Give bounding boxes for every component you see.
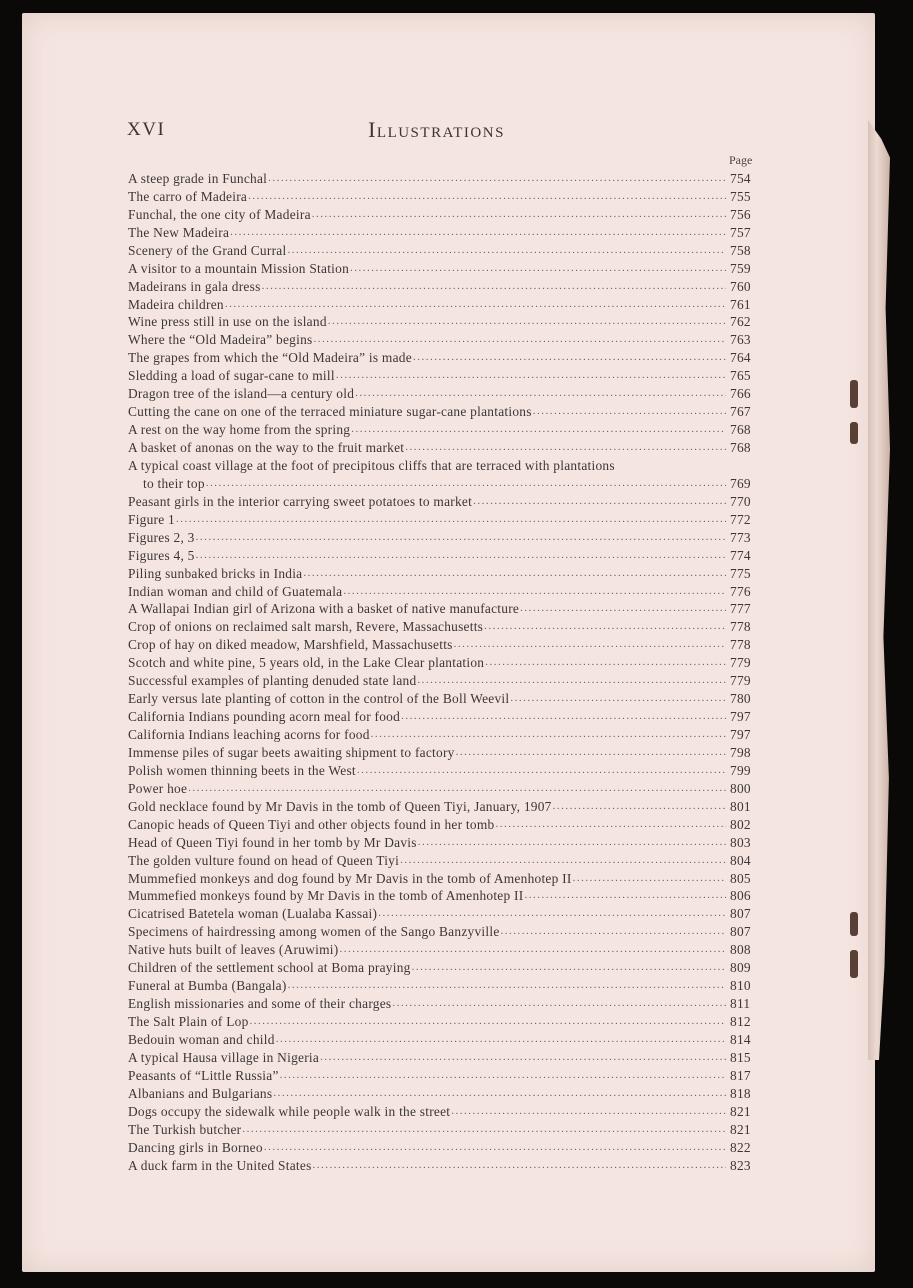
- list-item: [128, 1139, 758, 1157]
- list-item: [128, 834, 758, 852]
- dot-leader: [413, 349, 726, 367]
- entry-title: A typical coast village at the foot of precipitous cliffs that are terraced with plantations: [128, 457, 615, 473]
- dot-leader: [196, 529, 726, 547]
- entry-page-number: 764: [730, 350, 751, 366]
- dot-leader: [533, 403, 726, 421]
- entry-page-number: 822: [730, 1139, 751, 1155]
- entry-page-number: 769: [730, 475, 751, 491]
- entry-title: Where the “Old Madeira” begins: [128, 332, 313, 348]
- entry-title: Bedouin woman and child: [128, 1031, 275, 1047]
- page-folio: XVI: [127, 119, 166, 140]
- list-item: [128, 618, 758, 636]
- entry-title: California Indians leaching acorns for food: [128, 727, 370, 743]
- entry-title: English missionaries and some of their charges: [128, 996, 392, 1012]
- list-item: [128, 170, 758, 188]
- list-item: [128, 242, 758, 260]
- dot-leader: [520, 601, 726, 619]
- list-item: [128, 1049, 758, 1067]
- entry-title: Gold necklace found by Mr Davis in the tomb of Queen Tiyi, January, 1907: [128, 798, 552, 814]
- dot-leader: [355, 385, 726, 403]
- entry-page-number: 777: [730, 601, 751, 617]
- list-item: [128, 421, 758, 439]
- entry-page-number: 799: [730, 762, 751, 778]
- entry-page-number: 803: [730, 834, 751, 850]
- entry-title: Specimens of hairdressing among women of the Sango Banzyville: [128, 924, 500, 940]
- entry-page-number: 812: [730, 1014, 751, 1030]
- entry-title: Figures 2, 3: [128, 529, 195, 545]
- dot-leader: [313, 331, 726, 349]
- dot-leader: [303, 565, 726, 583]
- dot-leader: [473, 493, 726, 511]
- entry-page-number: 814: [730, 1031, 751, 1047]
- dot-leader: [312, 206, 726, 224]
- entry-page-number: 761: [730, 296, 751, 312]
- entry-page-number: 800: [730, 780, 751, 796]
- entry-page-number: 765: [730, 368, 751, 384]
- entry-page-number: 801: [730, 798, 751, 814]
- dot-leader: [418, 834, 726, 852]
- entry-page-number: 758: [730, 242, 751, 258]
- illustrations-list: [128, 170, 758, 1175]
- dot-leader: [280, 1067, 726, 1085]
- entry-title: California Indians pounding acorn meal for food: [128, 709, 401, 725]
- entry-title: Crop of hay on diked meadow, Marshfield, Massachusetts: [128, 637, 453, 653]
- list-item: [128, 188, 758, 206]
- dot-leader: [456, 744, 726, 762]
- entry-page-number: 821: [730, 1103, 751, 1119]
- dot-leader: [339, 941, 726, 959]
- entry-title: Successful examples of planting denuded state land: [128, 673, 417, 689]
- list-item: [128, 385, 758, 403]
- entry-page-number: 806: [730, 888, 751, 904]
- entry-page-number: 770: [730, 493, 751, 509]
- list-item: [128, 762, 758, 780]
- entry-title: Funchal, the one city of Madeira: [128, 206, 311, 222]
- list-item: [128, 403, 758, 421]
- list-item: [128, 511, 758, 529]
- list-item: [128, 1013, 758, 1031]
- entry-page-number: 808: [730, 942, 751, 958]
- list-item: [128, 708, 758, 726]
- entry-page-number: 778: [730, 619, 751, 635]
- list-item: [128, 977, 758, 995]
- dot-leader: [485, 654, 726, 672]
- dot-leader: [501, 923, 726, 941]
- dot-leader: [412, 959, 726, 977]
- entry-title: Crop of onions on reclaimed salt marsh, Revere, Massachusetts: [128, 619, 484, 635]
- dot-leader: [378, 905, 726, 923]
- entry-title: Mummefied monkeys found by Mr Davis in the tomb of Amenhotep II: [128, 888, 524, 904]
- entry-page-number: 774: [730, 547, 751, 563]
- entry-page-number: 817: [730, 1067, 751, 1083]
- list-item: [128, 1067, 758, 1085]
- entry-title: Albanians and Bulgarians: [128, 1085, 273, 1101]
- entry-title: Figures 4, 5: [128, 547, 195, 563]
- dot-leader: [392, 995, 726, 1013]
- dot-leader: [320, 1049, 726, 1067]
- entry-page-number: 779: [730, 655, 751, 671]
- dot-leader: [176, 511, 726, 529]
- list-item: [128, 349, 758, 367]
- list-item: [128, 852, 758, 870]
- dot-leader: [248, 188, 726, 206]
- entry-title: Figure 1: [128, 511, 176, 527]
- list-item: [128, 1031, 758, 1049]
- dot-leader: [230, 224, 726, 242]
- dot-leader: [351, 421, 726, 439]
- list-item: [128, 547, 758, 565]
- entry-title: Dogs occupy the sidewalk while people walk in the street: [128, 1103, 451, 1119]
- entry-page-number: 779: [730, 673, 751, 689]
- list-item: [128, 583, 758, 601]
- entry-title: Wine press still in use on the island: [128, 314, 327, 330]
- list-item: [128, 331, 758, 349]
- list-item: [128, 1085, 758, 1103]
- list-item: [128, 744, 758, 762]
- entry-title: A duck farm in the United States: [128, 1157, 312, 1173]
- dot-leader: [225, 296, 726, 314]
- dot-leader: [196, 547, 726, 565]
- entry-page-number: 778: [730, 637, 751, 653]
- entry-title: Native huts built of leaves (Aruwimi): [128, 942, 339, 958]
- entry-page-number: 772: [730, 511, 751, 527]
- entry-page-number: 810: [730, 978, 751, 994]
- entry-title: Madeirans in gala dress: [128, 278, 261, 294]
- entry-title: Cicatrised Batetela woman (Lualaba Kassai): [128, 906, 378, 922]
- entry-title: Power hoe: [128, 780, 188, 796]
- entry-title: Funeral at Bumba (Bangala): [128, 978, 287, 994]
- entry-page-number: 759: [730, 260, 751, 276]
- entry-title: Piling sunbaked bricks in India: [128, 565, 303, 581]
- entry-title: Scotch and white pine, 5 years old, in the Lake Clear plantation: [128, 655, 485, 671]
- dot-leader: [510, 690, 726, 708]
- page-tear-mark: [850, 950, 858, 978]
- list-item: [128, 959, 758, 977]
- dot-leader: [250, 1013, 726, 1031]
- entry-title: A rest on the way home from the spring: [128, 422, 351, 438]
- list-item: [128, 260, 758, 278]
- list-item: [128, 1121, 758, 1139]
- entry-title: The carro of Madeira: [128, 188, 248, 204]
- entry-page-number: 818: [730, 1085, 751, 1101]
- list-item: [128, 870, 758, 888]
- entry-page-number: 797: [730, 727, 751, 743]
- entry-page-number: 805: [730, 870, 751, 886]
- entry-page-number: 798: [730, 744, 751, 760]
- dot-leader: [188, 780, 726, 798]
- entry-page-number: 768: [730, 422, 751, 438]
- entry-title: A Wallapai Indian girl of Arizona with a basket of native manufacture: [128, 601, 520, 617]
- entry-title: Head of Queen Tiyi found in her tomb by Mr Davis: [128, 834, 417, 850]
- list-item: [128, 905, 758, 923]
- dot-leader: [328, 314, 726, 332]
- entry-title: Madeira children: [128, 296, 224, 312]
- dot-leader: [401, 708, 726, 726]
- dot-leader: [336, 367, 726, 385]
- entry-page-number: 815: [730, 1049, 751, 1065]
- dot-leader: [405, 439, 726, 457]
- page-tear-mark: [850, 380, 858, 408]
- entry-page-number: 776: [730, 583, 751, 599]
- dot-leader: [451, 1103, 726, 1121]
- dot-leader: [400, 852, 726, 870]
- entry-title: Peasant girls in the interior carrying sweet potatoes to market: [128, 493, 473, 509]
- entry-title: Cutting the cane on one of the terraced miniature sugar-cane plantations: [128, 404, 532, 420]
- entry-title: Polish women thinning beets in the West: [128, 762, 356, 778]
- entry-page-number: 811: [730, 996, 751, 1012]
- dot-leader: [495, 816, 726, 834]
- entry-page-number: 775: [730, 565, 751, 581]
- entry-page-number: 754: [730, 170, 751, 186]
- entry-page-number: 768: [730, 440, 751, 456]
- entry-page-number: 757: [730, 224, 751, 240]
- list-item: [128, 439, 758, 457]
- list-item-continuation: [128, 475, 758, 493]
- entry-page-number: 755: [730, 188, 751, 204]
- entry-title: Mummefied monkeys and dog found by Mr Davis in the tomb of Amenhotep II: [128, 870, 572, 886]
- dot-leader: [287, 242, 726, 260]
- list-item: [128, 278, 758, 296]
- entry-title: Sledding a load of sugar-cane to mill: [128, 368, 335, 384]
- dot-leader: [264, 1139, 726, 1157]
- dot-leader: [454, 636, 726, 654]
- dot-leader: [313, 1157, 726, 1175]
- entry-page-number: 767: [730, 404, 751, 420]
- dot-leader: [553, 798, 726, 816]
- entry-page-number: 809: [730, 960, 751, 976]
- list-item: [128, 923, 758, 941]
- dot-leader: [276, 1031, 726, 1049]
- entry-page-number: 797: [730, 709, 751, 725]
- entry-title: The Salt Plain of Lop: [128, 1014, 249, 1030]
- entry-page-number: 807: [730, 906, 751, 922]
- entry-page-number: 762: [730, 314, 751, 330]
- entry-page-number: 760: [730, 278, 751, 294]
- entry-title: Canopic heads of Queen Tiyi and other objects found in her tomb: [128, 816, 495, 832]
- dot-leader: [288, 977, 726, 995]
- page-tear-mark: [850, 422, 858, 444]
- dot-leader: [273, 1085, 726, 1103]
- list-item: [128, 1157, 758, 1175]
- entry-title: A visitor to a mountain Mission Station: [128, 260, 350, 276]
- dot-leader: [242, 1121, 726, 1139]
- dot-leader: [343, 583, 726, 601]
- entry-title: Children of the settlement school at Boma praying: [128, 960, 411, 976]
- entry-title: Peasants of “Little Russia”: [128, 1067, 279, 1083]
- list-item: [128, 206, 758, 224]
- entry-title: Dancing girls in Borneo: [128, 1139, 263, 1155]
- list-item: [128, 690, 758, 708]
- dot-leader: [573, 870, 726, 888]
- entry-page-number: 766: [730, 386, 751, 402]
- list-item: [128, 529, 758, 547]
- list-item: [128, 1103, 758, 1121]
- list-item: [128, 493, 758, 511]
- list-item: [128, 672, 758, 690]
- list-item: [128, 941, 758, 959]
- entry-title: Early versus late planting of cotton in the control of the Boll Weevil: [128, 691, 510, 707]
- entry-page-number: 802: [730, 816, 751, 832]
- entry-title: Scenery of the Grand Curral: [128, 242, 287, 258]
- entry-title: The golden vulture found on head of Queen Tiyi: [128, 852, 400, 868]
- entry-page-number: 807: [730, 924, 751, 940]
- list-item: [128, 780, 758, 798]
- dot-leader: [268, 170, 726, 188]
- list-item: [128, 798, 758, 816]
- entry-page-number: 763: [730, 332, 751, 348]
- entry-title: The New Madeira: [128, 224, 230, 240]
- page-title: Illustrations: [368, 117, 505, 142]
- list-item: [128, 224, 758, 242]
- dot-leader: [350, 260, 726, 278]
- entry-title: The Turkish butcher: [128, 1121, 242, 1137]
- dot-leader: [417, 672, 726, 690]
- page-tear-mark: [850, 912, 858, 936]
- entry-title: The grapes from which the “Old Madeira” is made: [128, 350, 412, 366]
- entry-title: Indian woman and child of Guatemala: [128, 583, 343, 599]
- entry-title: Immense piles of sugar beets awaiting shipment to factory: [128, 744, 455, 760]
- list-item: [128, 565, 758, 583]
- list-item: [128, 888, 758, 906]
- page-column-label: Page: [729, 153, 753, 167]
- list-item: [128, 726, 758, 744]
- dot-leader: [484, 618, 726, 636]
- list-item: [128, 314, 758, 332]
- list-item: [128, 296, 758, 314]
- entry-page-number: 756: [730, 206, 751, 222]
- entry-page-number: 780: [730, 691, 751, 707]
- list-item: [128, 654, 758, 672]
- list-item: [128, 816, 758, 834]
- dot-leader: [524, 888, 726, 906]
- entry-title-continuation: to their top: [143, 475, 205, 491]
- dot-leader: [262, 278, 726, 296]
- page-edge: [868, 120, 890, 1060]
- list-item: [128, 636, 758, 654]
- entry-page-number: 821: [730, 1121, 751, 1137]
- list-item: [128, 601, 758, 619]
- dot-leader: [371, 726, 726, 744]
- dot-leader: [206, 475, 726, 493]
- entry-page-number: 804: [730, 852, 751, 868]
- entry-page-number: 773: [730, 529, 751, 545]
- entry-title: Dragon tree of the island—a century old: [128, 386, 355, 402]
- list-item: [128, 457, 758, 475]
- entry-title: A basket of anonas on the way to the fruit market: [128, 440, 405, 456]
- entry-title: A steep grade in Funchal: [128, 170, 268, 186]
- dot-leader: [357, 762, 726, 780]
- page-header: [125, 117, 748, 147]
- entry-page-number: 823: [730, 1157, 751, 1173]
- list-item: [128, 995, 758, 1013]
- entry-title: A typical Hausa village in Nigeria: [128, 1049, 320, 1065]
- list-item: [128, 367, 758, 385]
